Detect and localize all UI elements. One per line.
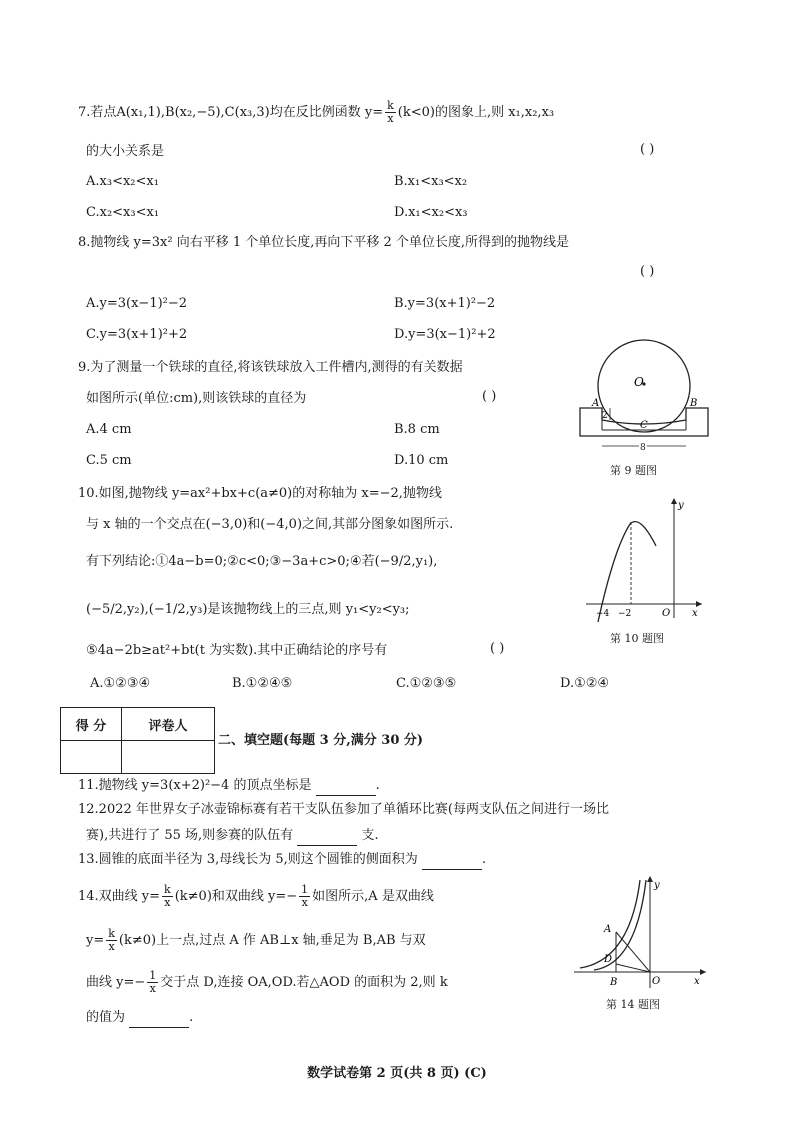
x-axis-arrow	[696, 601, 702, 607]
q12-line1: 12.2022 年世界女子冰壶锦标赛有若干支队伍参加了单循环比赛(每两支队伍之间进行一场比	[78, 802, 609, 817]
x-axis-arrow	[700, 969, 706, 975]
q8-option-a: A.y=3(x−1)²−2	[86, 296, 188, 311]
q14-text-b: (k≠0)和双曲线 y=−	[174, 889, 298, 904]
y-axis-arrow	[671, 498, 677, 504]
q11-line	[78, 776, 380, 796]
q12-text: 赛),共进行了 55 场,则参赛的队伍有	[86, 828, 294, 843]
label-height: 2	[602, 411, 608, 421]
q14-frac-1-over-x-2: $\frac{1}{x}$	[149, 969, 157, 995]
iron-ball-circle	[598, 340, 690, 432]
q10-figure	[584, 494, 708, 622]
q14-text-e: (k≠0)上一点,过点 A 作 AB⊥x 轴,垂足为 B,AB 与双	[118, 933, 426, 948]
q7-line1	[78, 100, 554, 125]
q14-line1	[78, 884, 434, 909]
q14-text-g: 交于点 D,连接 OA,OD.若△AOD 的面积为 2,则 k	[160, 975, 448, 990]
label-x: x	[692, 608, 698, 619]
label-y: y	[654, 880, 660, 891]
q10-answer-paren: ( )	[490, 641, 505, 656]
q9-option-d: D.10 cm	[394, 453, 449, 468]
y-axis-arrow	[647, 876, 653, 882]
q10-line3-point: (−9/2,y₁),	[374, 554, 438, 569]
q14-text-f: 曲线 y=−	[86, 975, 146, 990]
label-a: A	[592, 398, 600, 409]
q7-option-d: D.x₁<x₂<x₃	[394, 205, 468, 220]
q8-answer-paren: ( )	[640, 264, 655, 279]
q12-end: 支.	[361, 828, 379, 843]
q14-end: .	[189, 1010, 194, 1025]
tick-minus-4: −4	[596, 609, 610, 619]
q14-text-d: y=	[86, 933, 105, 948]
segment-od	[616, 964, 650, 972]
q7-option-a: A.x₃<x₂<x₁	[86, 174, 159, 189]
q13-answer-blank[interactable]	[422, 855, 482, 870]
section-2-heading: 二、填空题(每题 3 分,满分 30 分)	[218, 733, 424, 748]
q8-option-d: D.y=3(x−1)²+2	[394, 327, 496, 342]
q11-end: .	[375, 778, 380, 793]
score-header: 得 分	[61, 708, 122, 741]
label-d: D	[604, 954, 613, 965]
label-a: A	[604, 924, 612, 935]
q10-option-d: D.①②④	[560, 676, 610, 691]
q7-text-b: (k<0)的图象上,则 x₁,x₂,x₃	[397, 105, 555, 120]
q14-line2	[86, 928, 426, 953]
q7-option-c: C.x₂<x₃<x₁	[86, 205, 160, 220]
q14-answer-blank[interactable]	[129, 1013, 189, 1028]
q10-line1: 10.如图,抛物线 y=ax²+bx+c(a≠0)的对称轴为 x=−2,抛物线	[78, 486, 442, 501]
q10-figure-caption: 第 10 题图	[610, 632, 664, 645]
q11-answer-blank[interactable]	[316, 781, 376, 796]
label-origin: O	[652, 976, 661, 987]
q14-line3	[86, 970, 448, 995]
parabola-curve	[598, 522, 656, 622]
tick-minus-2: −2	[618, 609, 632, 619]
segment-oa	[616, 932, 650, 972]
q13-line	[78, 850, 486, 870]
q13-text: 13.圆锥的底面半径为 3,母线长为 5,则这个圆锥的侧面积为	[78, 852, 418, 867]
label-origin: O	[662, 608, 671, 619]
q10-line2: 与 x 轴的一个交点在(−3,0)和(−4,0)之间,其部分图象如图所示.	[86, 517, 454, 532]
q14-line4	[86, 1008, 193, 1028]
q10-option-b: B.①②④⑤	[232, 676, 293, 691]
q9-option-c: C.5 cm	[86, 453, 132, 468]
q14-frac-1-over-x: $\frac{1}{x}$	[301, 883, 309, 909]
q14-figure-caption: 第 14 题图	[606, 998, 660, 1011]
q9-figure	[574, 336, 712, 458]
q10-line4: (−5/2,y₂),(−1/2,y₃)是该抛物线上的三点,则 y₁<y₂<y₃;	[86, 602, 410, 617]
q14-frac-k-over-x: $\frac{k}{x}$	[164, 883, 171, 909]
q14-text-h: 的值为	[86, 1010, 126, 1025]
q10-line5: ⑤4a−2b≥at²+bt(t 为实数).其中正确结论的序号有	[86, 643, 388, 658]
q8-line1: 8.抛物线 y=3x² 向右平移 1 个单位长度,再向下平移 2 个单位长度,所得到的抛物线是	[78, 235, 570, 250]
q11-text: 11.抛物线 y=3(x+2)²−4 的顶点坐标是	[78, 778, 312, 793]
grader-cell[interactable]	[122, 741, 215, 774]
q9-line1: 9.为了测量一个铁球的直径,将该铁球放入工件槽内,测得的有关数据	[78, 360, 463, 375]
q10-line3	[86, 552, 437, 572]
q14-figure	[570, 872, 710, 992]
q9-option-a: A.4 cm	[86, 422, 132, 437]
grader-header: 评卷人	[122, 708, 215, 741]
label-x: x	[694, 976, 700, 987]
q9-line2: 如图所示(单位:cm),则该铁球的直径为	[86, 391, 307, 406]
q7-line2: 的大小关系是	[86, 144, 165, 159]
q13-end: .	[481, 852, 487, 867]
q7-option-b: B.x₁<x₃<x₂	[394, 174, 468, 189]
q8-option-b: B.y=3(x+1)²−2	[394, 296, 496, 311]
q10-option-c: C.①②③⑤	[396, 676, 457, 691]
q12-answer-blank[interactable]	[297, 831, 357, 846]
score-table	[60, 707, 215, 774]
q14-text-c: 如图所示,A 是双曲线	[312, 889, 434, 904]
label-o: O	[634, 375, 644, 389]
q9-figure-caption: 第 9 题图	[610, 464, 657, 477]
page-footer: 数学试卷第 2 页(共 8 页) (C)	[307, 1066, 487, 1081]
q12-line2	[86, 826, 379, 846]
score-cell[interactable]	[61, 741, 122, 774]
q9-option-b: B.8 cm	[394, 422, 440, 437]
q14-frac-k-over-x-2: $\frac{k}{x}$	[108, 927, 115, 953]
q10-option-a: A.①②③④	[90, 676, 151, 691]
label-b: B	[610, 977, 618, 988]
label-width: 8	[640, 443, 646, 453]
q14-text-a: 14.双曲线 y=	[78, 889, 161, 904]
label-c: C	[640, 420, 648, 431]
label-b: B	[690, 398, 698, 409]
q9-answer-paren: ( )	[482, 389, 497, 404]
q7-fraction: $\frac{k}{x}$	[387, 99, 394, 125]
q7-answer-paren: ( )	[640, 142, 655, 157]
label-y: y	[678, 500, 684, 511]
q10-line3-text: 有下列结论:①4a−b=0;②c<0;③−3a+c>0;④若	[86, 554, 375, 569]
q7-text-a: 7.若点A(x₁,1),B(x₂,−5),C(x₃,3)均在反比例函数 y=	[78, 105, 384, 120]
q8-option-c: C.y=3(x+1)²+2	[86, 327, 188, 342]
